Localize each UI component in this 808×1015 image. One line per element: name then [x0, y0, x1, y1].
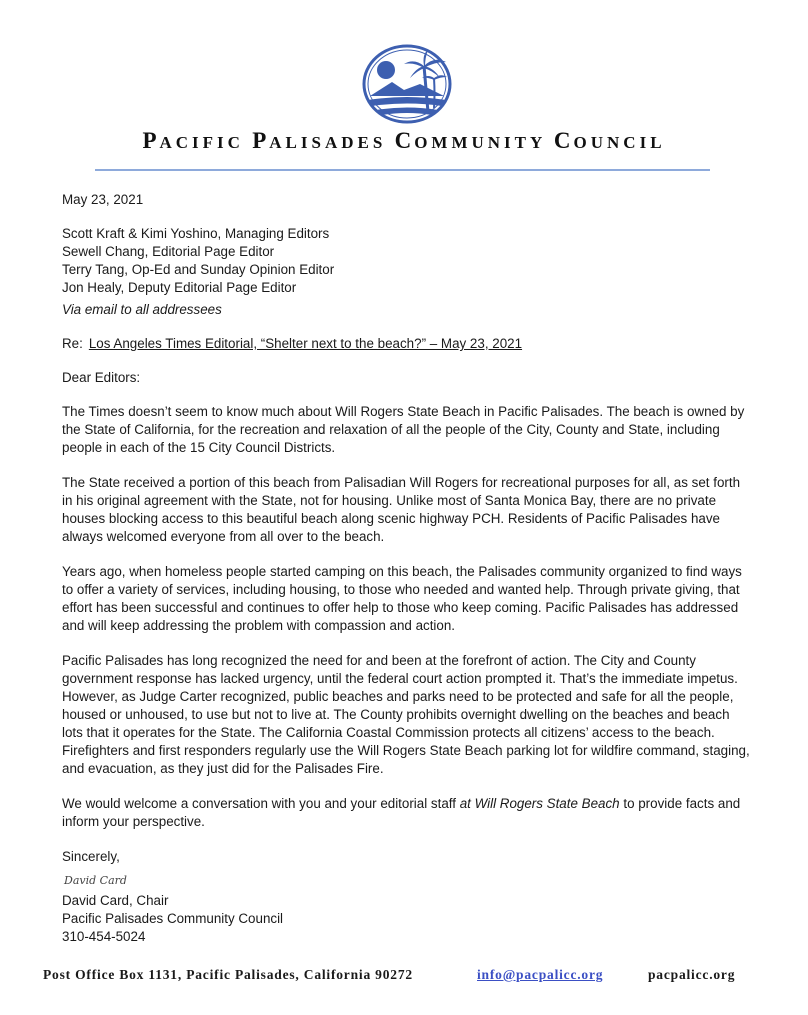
palm-tree-beach-logo-icon — [362, 44, 452, 124]
body-paragraph: The State received a portion of this beach from Palisadian Will Rogers for recreational purposes for all, as set forth in his original agreement with the State, not for housing. Unlike most of Santa Monica Bay, there are no private houses blocking access to this beautiful beach along scenic highway PCH. Residents of Pacific Palisades have always welcomed everyone from all over to the beach. — [62, 475, 741, 544]
org-name-word: COUNCIL — [553, 128, 666, 153]
subject-line — [62, 335, 752, 353]
addressee-line: Sewell Chang, Editorial Page Editor — [62, 244, 275, 259]
addressee-list — [62, 225, 752, 297]
addressee-line: Terry Tang, Op-Ed and Sunday Opinion Editor — [62, 262, 335, 277]
org-name-word: PALISADES — [252, 128, 387, 153]
subject-label: Re: — [62, 336, 83, 351]
organization-name — [0, 128, 808, 154]
signature: David Card — [64, 874, 127, 887]
addressee-line: Jon Healy, Deputy Editorial Page Editor — [62, 280, 297, 295]
emphasized-location: at Will Rogers State Beach — [459, 796, 620, 811]
org-name-word: COMMUNITY — [394, 128, 546, 153]
header-divider — [95, 169, 710, 171]
signer-organization: Pacific Palisades Community Council — [62, 911, 284, 926]
body-paragraph: Pacific Palisades has long recognized the need for and been at the forefront of action. The City and County government response has lacked urgency, until the federal court action prompted it. That’s the immediate impetus. However, as Judge Carter recognized, public beaches and parks need to be protected and safe for all the people, housed or unhoused, to use but not to live at. The County prohibits overnight dwelling on the beaches and beach lots that it operates for the State. The California Coastal Commission protects all citizens’ access to the beach. Firefighters and first responders regularly use the Will Rogers State Beach parking lot for wildfire command, staging, and evacuation, as they just did for the Palisades Fire. — [62, 653, 750, 776]
letter-body — [62, 191, 752, 946]
delivery-note: Via email to all addressees — [62, 302, 222, 317]
addressee-line: Scott Kraft & Kimi Yoshino, Managing Editors — [62, 226, 330, 241]
closing-paragraph: We would welcome a conversation with you and your editorial staff at Will Rogers State Beach to provide facts and inform your perspective. — [62, 796, 741, 829]
footer-website: pacpalicc.org — [648, 967, 736, 982]
footer-address: Post Office Box 1131, Pacific Palisades, California 90272 — [43, 967, 413, 982]
signer-block — [62, 892, 752, 946]
body-paragraph: Years ago, when homeless people started camping on this beach, the Palisades community organized to find ways to offer a variety of services, including housing, to those who needed and wanted help. Through private giving, that effort has been successful and continues to offer help to those who keep coming. Pacific Palisades has addressed and will keep addressing the problem with compassion and action. — [62, 564, 742, 633]
footer-email-link[interactable]: info@pacpalicc.org — [477, 967, 604, 982]
signer-phone: 310-454-5024 — [62, 929, 146, 944]
letterhead-footer — [0, 967, 808, 987]
body-paragraph: The Times doesn’t seem to know much about Will Rogers State Beach in Pacific Palisades. The beach is owned by the State of California, for the recreation and relaxation of all the people of the City, County and State, including people in each of the 15 City Council Districts. — [62, 404, 745, 455]
closing: Sincerely, — [62, 849, 120, 864]
letter-date: May 23, 2021 — [62, 192, 144, 207]
subject-text: Los Angeles Times Editorial, “Shelter next to the beach?” – May 23, 2021 — [88, 336, 523, 351]
signer-name-title: David Card, Chair — [62, 893, 169, 908]
salutation: Dear Editors: — [62, 370, 141, 385]
org-name-word: PACIFIC — [142, 128, 244, 153]
